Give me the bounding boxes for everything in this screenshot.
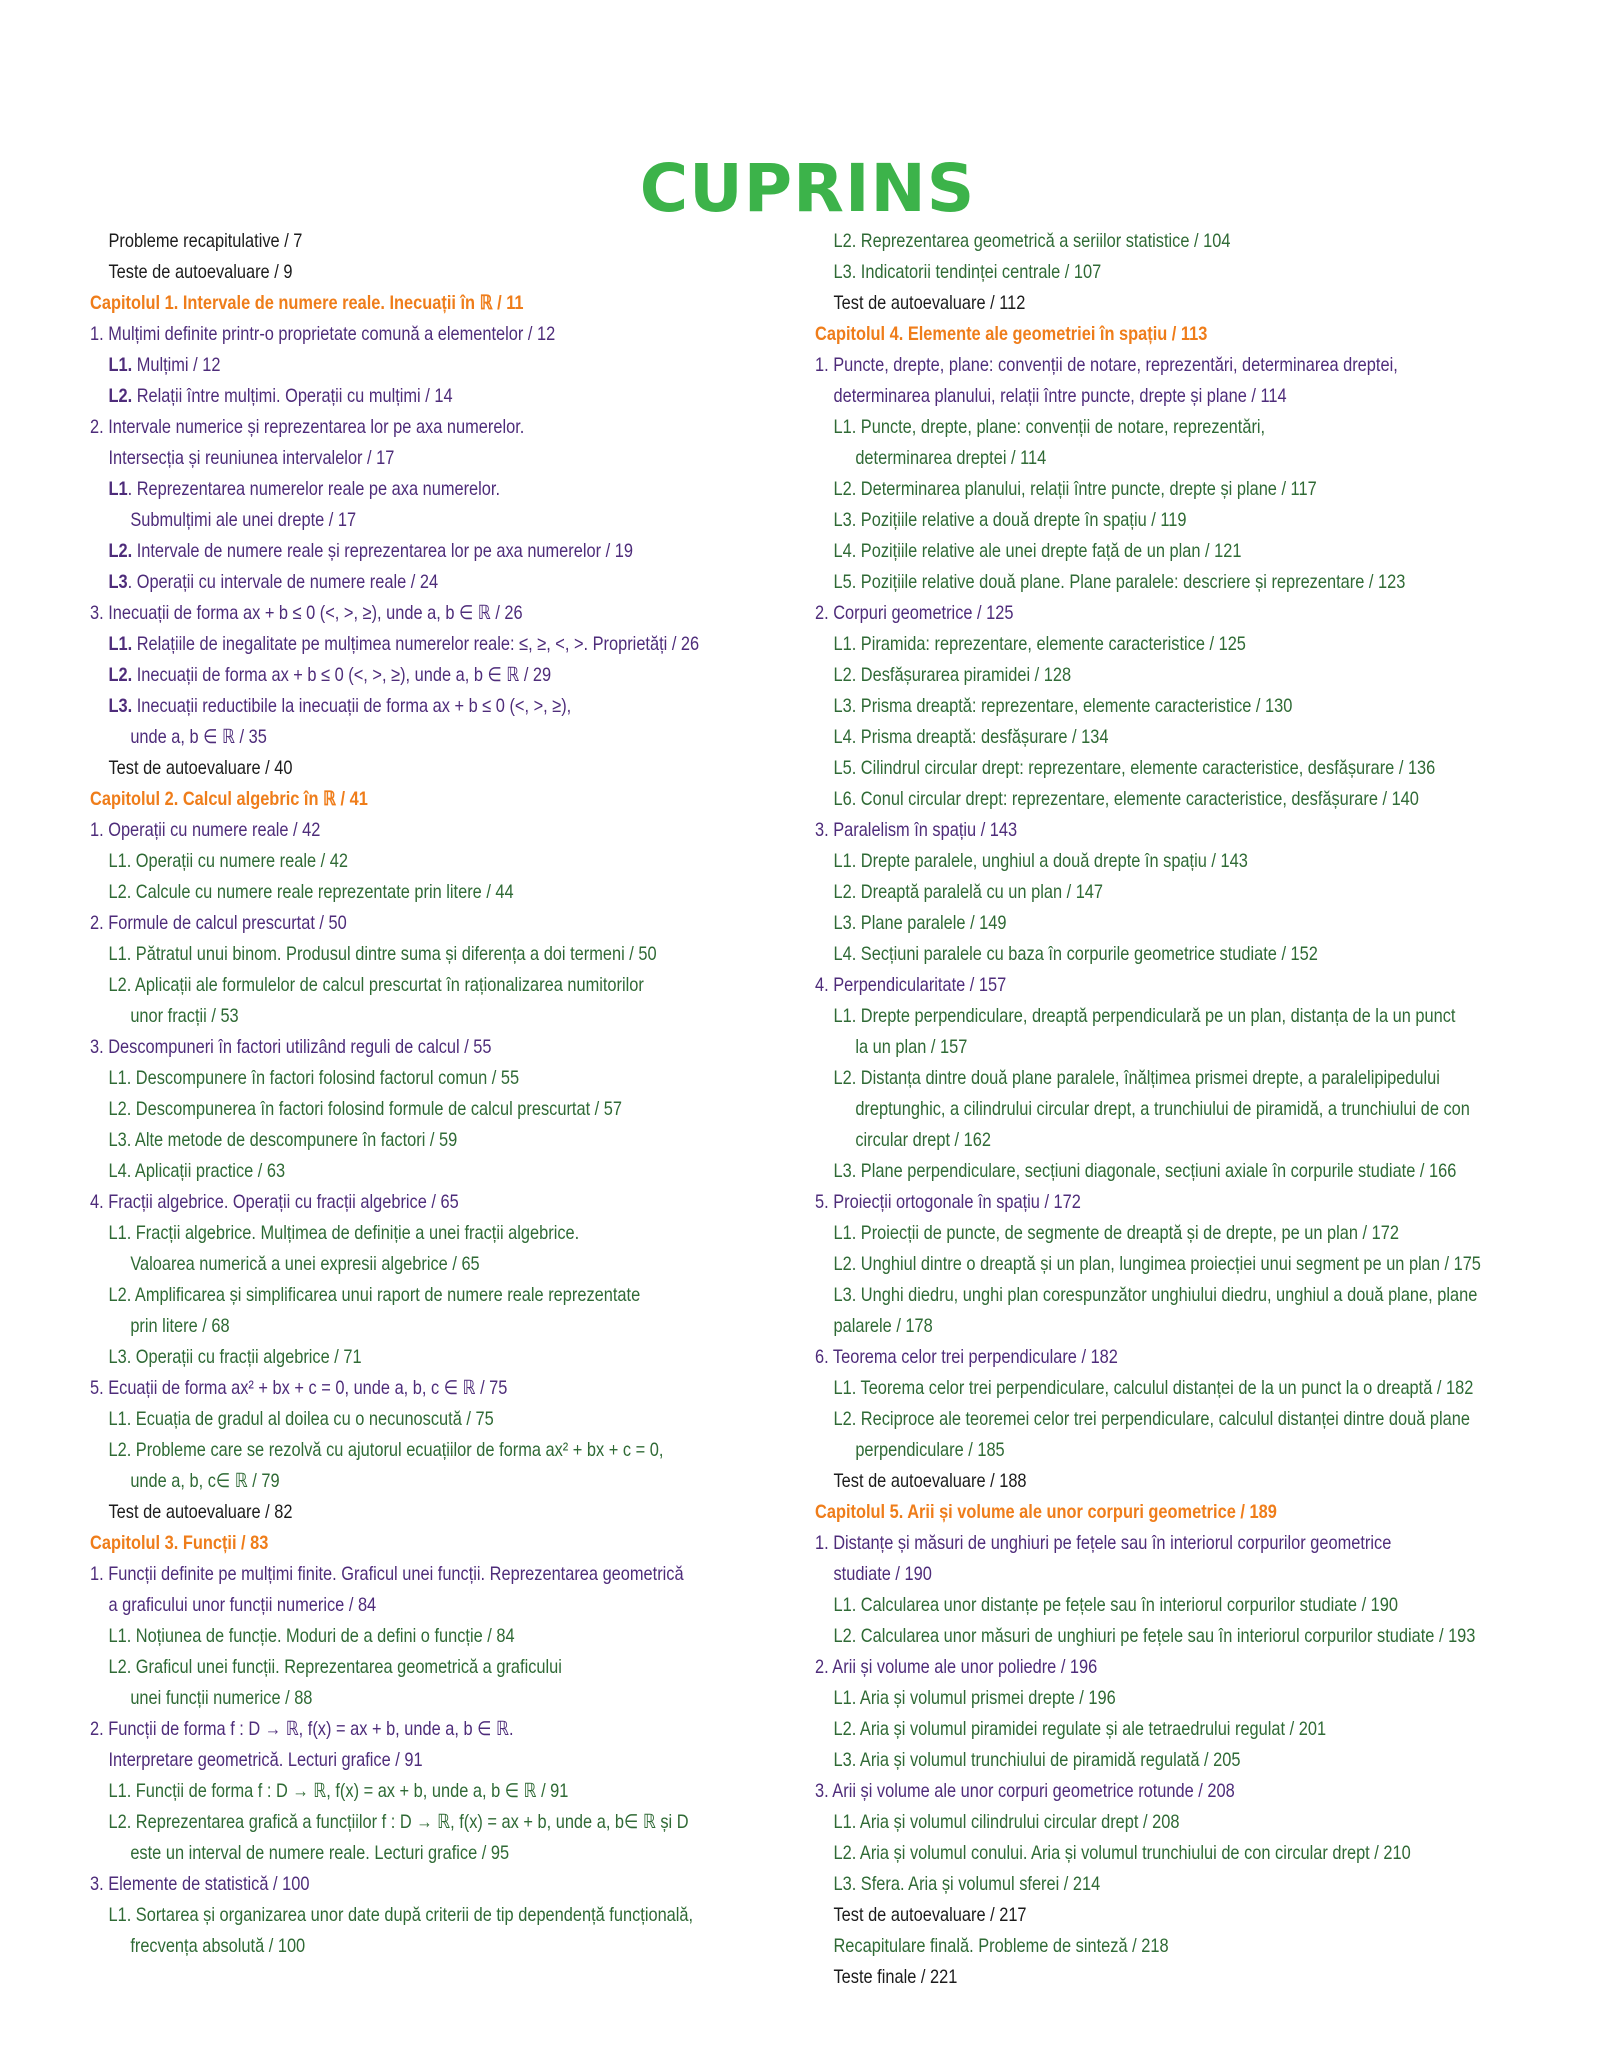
toc-entry — [815, 567, 1453, 598]
toc-entry — [815, 691, 1453, 722]
toc-entry — [815, 1931, 1453, 1962]
toc-entry-text: L2. Calcule cu numere reale reprezentate prin litere / 44 — [108, 881, 514, 903]
toc-entry-text: 1. Distanțe și măsuri de unghiuri pe fețele sau în interiorul corpurilor geometrice — [815, 1532, 1392, 1554]
toc-entry — [90, 567, 728, 598]
toc-entry — [90, 474, 728, 505]
page-title: CUPRINS — [639, 150, 976, 227]
toc-entry-text: 2. Intervale numerice și reprezentarea lor pe axa numerelor. — [90, 416, 525, 438]
toc-entry-text: L2. Probleme care se rezolvă cu ajutorul ecuațiilor de forma ax² + bx + c = 0, — [108, 1439, 664, 1461]
toc-entry-text: L2. Unghiul dintre o dreaptă și un plan, lungimea proiecției unui segment pe un plan / 175 — [833, 1253, 1481, 1275]
toc-entry-text: L1. Descompunere în factori folosind factorul comun / 55 — [108, 1067, 520, 1089]
toc-entry — [90, 1807, 728, 1838]
toc-entry — [815, 660, 1453, 691]
toc-entry — [815, 1404, 1470, 1435]
toc-entry-text: Capitolul 5. Arii și volume ale unor corpuri geometrice / 189 — [815, 1501, 1277, 1523]
toc-entry-text: L3. Indicatorii tendinței centrale / 107 — [833, 261, 1102, 283]
toc-entry — [90, 1559, 728, 1590]
toc-entry-text: L5. Cilindrul circular drept: reprezentare, elemente caracteristice, desfășurare / 136 — [833, 757, 1436, 779]
toc-entry-text: 3. Arii și volume ale unor corpuri geometrice rotunde / 208 — [815, 1780, 1235, 1802]
toc-entry-text: dreptunghic, a cilindrului circular drept, a trunchiului de piramidă, a trunchiului de con — [855, 1098, 1470, 1120]
toc-entry — [90, 226, 728, 257]
toc-entry — [815, 474, 1453, 505]
toc-lesson-number: L2. — [108, 540, 133, 562]
toc-entry — [90, 1621, 728, 1652]
toc-entry-text: L3. Plane paralele / 149 — [833, 912, 1007, 934]
toc-entry-text: L5. Pozițiile relative două plane. Plane paralele: descriere și reprezentare / 123 — [833, 571, 1406, 593]
toc-entry-text: prin litere / 68 — [130, 1315, 230, 1337]
toc-entry — [815, 1218, 1453, 1249]
toc-entry — [90, 505, 728, 536]
toc-entry-text: L2. Reciproce ale teoremei celor trei perpendiculare, calculul distanței dintre două plane — [833, 1408, 1470, 1430]
toc-entry-text: L1. Teorema celor trei perpendiculare, calculul distanței de la un punct la o dreaptă / 182 — [833, 1377, 1474, 1399]
toc-entry — [90, 1094, 728, 1125]
toc-entry-text: Valoarea numerică a unei expresii algebrice / 65 — [130, 1253, 480, 1275]
toc-entry-text: L2. Reprezentarea grafică a funcțiilor f : D → ℝ, f(x) = ax + b, unde a, b∈ ℝ și D — [108, 1811, 689, 1833]
toc-entry — [90, 1063, 728, 1094]
toc-entry-text: la un plan / 157 — [855, 1036, 968, 1058]
toc-entry-text: L4. Secțiuni paralele cu baza în corpurile geometrice studiate / 152 — [833, 943, 1318, 965]
toc-entry-text: L2. Aria și volumul piramidei regulate și ale tetraedrului regulat / 201 — [833, 1718, 1327, 1740]
toc-entry-text: L1. Calcularea unor distanțe pe fețele sau în interiorul corpurilor studiate / 190 — [833, 1594, 1399, 1616]
toc-entry-text: 4. Perpendicularitate / 157 — [815, 974, 1007, 996]
toc-entry-text: Teste finale / 221 — [833, 1966, 958, 1988]
toc-entry — [90, 1683, 728, 1714]
toc-entry — [90, 1869, 728, 1900]
toc-entry — [90, 908, 728, 939]
toc-entry — [815, 1776, 1453, 1807]
toc-entry-text: L1. Proiecții de puncte, de segmente de dreaptă și de drepte, pe un plan / 172 — [833, 1222, 1399, 1244]
toc-entry-text: L1. Drepte perpendiculare, dreaptă perpendiculară pe un plan, distanța de la un punct — [833, 1005, 1456, 1027]
toc-entry-text: Test de autoevaluare / 40 — [108, 757, 293, 779]
toc-entry — [90, 1435, 728, 1466]
toc-entry-text: . Operații cu intervale de numere reale / 24 — [127, 571, 439, 593]
toc-entry-text: Relațiile de inegalitate pe mulțimea numerelor reale: ≤, ≥, <, >. Proprietăți / 26 — [132, 633, 700, 655]
toc-entry-text: L2. Graficul unei funcții. Reprezentarea geometrică a graficului — [108, 1656, 562, 1678]
toc-entry — [815, 1807, 1453, 1838]
toc-entry — [90, 1652, 728, 1683]
toc-entry — [90, 1342, 728, 1373]
toc-entry — [815, 815, 1453, 846]
toc-entry — [90, 939, 728, 970]
toc-entry-text: Recapitulare finală. Probleme de sinteză / 218 — [833, 1935, 1169, 1957]
toc-entry — [815, 877, 1453, 908]
toc-chapter-heading — [90, 1528, 728, 1559]
toc-entry — [90, 1249, 728, 1280]
toc-entry — [90, 722, 728, 753]
toc-entry — [815, 598, 1453, 629]
toc-entry — [90, 1466, 728, 1497]
toc-entry — [90, 257, 728, 288]
toc-entry — [815, 412, 1453, 443]
toc-entry — [90, 412, 728, 443]
toc-entry-text: 6. Teorema celor trei perpendiculare / 182 — [815, 1346, 1118, 1368]
toc-entry — [90, 1311, 728, 1342]
toc-entry-text: Test de autoevaluare / 217 — [833, 1904, 1027, 1926]
toc-entry-text: 2. Corpuri geometrice / 125 — [815, 602, 1014, 624]
toc-entry-text: 1. Mulțimi definite printr-o proprietate comună a elementelor / 12 — [90, 323, 556, 345]
toc-entry-text: Test de autoevaluare / 112 — [833, 292, 1026, 314]
toc-lesson-number: L3 — [108, 571, 128, 593]
toc-entry — [815, 1342, 1453, 1373]
toc-entry-text: Interpretare geometrică. Lecturi grafice / 91 — [108, 1749, 423, 1771]
toc-entry-text: palarele / 178 — [833, 1315, 933, 1337]
toc-entry — [815, 908, 1453, 939]
toc-entry-text: Relații între mulțimi. Operații cu mulțimi / 14 — [132, 385, 453, 407]
toc-entry — [90, 536, 728, 567]
toc-entry-text: 5. Proiecții ortogonale în spațiu / 172 — [815, 1191, 1081, 1213]
toc-entry-text: L2. Aplicații ale formulelor de calcul prescurtat în raționalizarea numitorilor — [108, 974, 644, 996]
toc-entry-text: Capitolul 4. Elemente ale geometriei în spațiu / 113 — [815, 323, 1208, 345]
toc-entry — [90, 660, 728, 691]
toc-entry — [815, 1032, 1453, 1063]
toc-entry-text: L3. Unghi diedru, unghi plan corespunzător unghiului diedru, unghiul a două plane, plane — [833, 1284, 1478, 1306]
toc-entry-text: Test de autoevaluare / 82 — [108, 1501, 293, 1523]
toc-entry — [90, 1714, 728, 1745]
toc-entry — [90, 1156, 728, 1187]
toc-entry-text: L3. Pozițiile relative a două drepte în spațiu / 119 — [833, 509, 1187, 531]
toc-entry — [815, 505, 1453, 536]
toc-entry-text: L1. Operații cu numere reale / 42 — [108, 850, 348, 872]
toc-entry — [90, 598, 728, 629]
toc-entry — [815, 1683, 1453, 1714]
toc-entry — [90, 1404, 728, 1435]
toc-entry — [815, 1094, 1470, 1125]
toc-entry-text: . Reprezentarea numerelor reale pe axa numerelor. — [127, 478, 501, 500]
toc-entry — [815, 753, 1453, 784]
toc-entry-text: L2. Reprezentarea geometrică a seriilor statistice / 104 — [833, 230, 1231, 252]
toc-entry-text: L4. Aplicații practice / 63 — [108, 1160, 286, 1182]
toc-entry-text: 1. Funcții definite pe mulțimi finite. Graficul unei funcții. Reprezentarea geometrică — [90, 1563, 684, 1585]
toc-entry-text: studiate / 190 — [833, 1563, 932, 1585]
toc-entry — [90, 1373, 728, 1404]
toc-entry — [90, 1838, 728, 1869]
toc-entry — [815, 1249, 1481, 1280]
toc-entry — [90, 753, 728, 784]
toc-entry-text: L1. Aria și volumul cilindrului circular drept / 208 — [833, 1811, 1180, 1833]
toc-entry-text: L1. Piramida: reprezentare, elemente caracteristice / 125 — [833, 633, 1246, 655]
toc-entry-text: a graficului unor funcții numerice / 84 — [108, 1594, 377, 1616]
toc-entry — [90, 691, 728, 722]
toc-entry-text: Inecuații reductibile la inecuații de forma ax + b ≤ 0 (<, >, ≥), — [132, 695, 572, 717]
toc-entry-text: 5. Ecuații de forma ax² + bx + c = 0, unde a, b, c ∈ ℝ / 75 — [90, 1377, 508, 1399]
toc-entry-text: Intersecția și reuniunea intervalelor / 17 — [108, 447, 395, 469]
toc-chapter-heading — [815, 1497, 1453, 1528]
toc-entry — [90, 1745, 728, 1776]
toc-entry-text: 1. Puncte, drepte, plane: convenții de notare, reprezentări, determinarea dreptei, — [815, 354, 1398, 376]
toc-entry — [90, 970, 728, 1001]
toc-entry — [815, 381, 1453, 412]
toc-entry — [815, 1838, 1453, 1869]
toc-entry — [90, 1497, 728, 1528]
toc-entry — [815, 1373, 1474, 1404]
toc-entry-text: Intervale de numere reale și reprezentarea lor pe axa numerelor / 19 — [132, 540, 633, 562]
toc-entry — [815, 1125, 1453, 1156]
toc-entry-text: Test de autoevaluare / 188 — [833, 1470, 1027, 1492]
toc-entry — [815, 1714, 1453, 1745]
toc-entry — [90, 1280, 728, 1311]
toc-entry-text: L2. Calcularea unor măsuri de unghiuri pe fețele sau în interiorul corpurilor studiate / 193 — [833, 1625, 1476, 1647]
toc-entry-text: Capitolul 3. Funcții / 83 — [90, 1532, 269, 1554]
toc-entry — [815, 1869, 1453, 1900]
toc-entry-text: circular drept / 162 — [855, 1129, 991, 1151]
toc-entry — [815, 288, 1453, 319]
toc-entry — [90, 1931, 728, 1962]
toc-entry — [815, 939, 1453, 970]
toc-entry-text: frecvența absolută / 100 — [130, 1935, 306, 1957]
toc-entry — [815, 1621, 1476, 1652]
toc-entry-text: Probleme recapitulative / 7 — [108, 230, 303, 252]
toc-entry — [815, 1435, 1453, 1466]
toc-lesson-number: L1. — [108, 354, 133, 376]
toc-entry-text: L3. Alte metode de descompunere în factori / 59 — [108, 1129, 458, 1151]
toc-entry-text: determinarea planului, relații între puncte, drepte și plane / 114 — [833, 385, 1287, 407]
toc-entry-text: L2. Dreaptă paralelă cu un plan / 147 — [833, 881, 1104, 903]
toc-entry-text: L1. Sortarea și organizarea unor date după criterii de tip dependență funcțională, — [108, 1904, 694, 1926]
toc-entry — [815, 1528, 1453, 1559]
toc-entry-text: unde a, b, c∈ ℝ / 79 — [130, 1470, 280, 1492]
toc-entry — [815, 1745, 1453, 1776]
toc-entry-text: 2. Funcții de forma f : D → ℝ, f(x) = ax + b, unde a, b ∈ ℝ. — [90, 1718, 514, 1740]
toc-entry — [90, 319, 728, 350]
toc-entry-text: L1. Fracții algebrice. Mulțimea de definiție a unei fracții algebrice. — [108, 1222, 580, 1244]
toc-lesson-number: L1. — [108, 633, 133, 655]
toc-entry — [815, 1280, 1478, 1311]
toc-entry-text: Capitolul 2. Calcul algebric în ℝ / 41 — [90, 788, 368, 810]
toc-entry — [815, 1063, 1453, 1094]
toc-entry — [90, 1001, 728, 1032]
toc-entry — [90, 1590, 728, 1621]
toc-entry-text: L1. Noțiunea de funcție. Moduri de a defini o funcție / 84 — [108, 1625, 515, 1647]
toc-entry-text: L1. Ecuația de gradul al doilea cu o necunoscută / 75 — [108, 1408, 494, 1430]
toc-entry-text: 3. Inecuații de forma ax + b ≤ 0 (<, >, ≥), unde a, b ∈ ℝ / 26 — [90, 602, 523, 624]
toc-entry-text: 3. Paralelism în spațiu / 143 — [815, 819, 1018, 841]
toc-entry — [815, 1187, 1453, 1218]
toc-entry — [90, 1776, 728, 1807]
toc-entry-text: L1. Drepte paralele, unghiul a două drepte în spațiu / 143 — [833, 850, 1248, 872]
toc-entry — [815, 784, 1453, 815]
toc-entry — [815, 1559, 1453, 1590]
toc-entry-text: 4. Fracții algebrice. Operații cu fracții algebrice / 65 — [90, 1191, 459, 1213]
toc-entry-text: L3. Prisma dreaptă: reprezentare, elemente caracteristice / 130 — [833, 695, 1293, 717]
toc-entry-text: determinarea dreptei / 114 — [855, 447, 1047, 469]
toc-entry — [815, 226, 1453, 257]
toc-entry — [90, 877, 728, 908]
toc-lesson-number: L1 — [108, 478, 128, 500]
toc-entry-text: Submulțimi ale unei drepte / 17 — [130, 509, 357, 531]
toc-entry-text: L6. Conul circular drept: reprezentare, elemente caracteristice, desfășurare / 140 — [833, 788, 1419, 810]
toc-entry — [815, 443, 1453, 474]
toc-entry-text: Capitolul 1. Intervale de numere reale. Inecuații în ℝ / 11 — [90, 292, 524, 314]
toc-entry-text: L2. Descompunerea în factori folosind formule de calcul prescurtat / 57 — [108, 1098, 622, 1120]
toc-entry — [815, 1900, 1453, 1931]
toc-entry-text: L4. Prisma dreaptă: desfășurare / 134 — [833, 726, 1109, 748]
toc-entry-text: 2. Formule de calcul prescurtat / 50 — [90, 912, 347, 934]
toc-entry-text: Inecuații de forma ax + b ≤ 0 (<, >, ≥), unde a, b ∈ ℝ / 29 — [132, 664, 552, 686]
toc-entry — [90, 1187, 728, 1218]
toc-entry-text: L3. Plane perpendiculare, secțiuni diagonale, secțiuni axiale în corpurile studiate / 166 — [833, 1160, 1457, 1182]
toc-entry-text: L2. Amplificarea și simplificarea unui raport de numere reale reprezentate — [108, 1284, 641, 1306]
toc-entry-text: 3. Descompuneri în factori utilizând reguli de calcul / 55 — [90, 1036, 492, 1058]
toc-entry-text: L2. Distanța dintre două plane paralele, înălțimea prismei drepte, a paralelipipedului — [833, 1067, 1440, 1089]
toc-entry-text: unde a, b ∈ ℝ / 35 — [130, 726, 267, 748]
toc-entry — [90, 1218, 728, 1249]
toc-lesson-number: L3. — [108, 695, 133, 717]
toc-entry-text: 2. Arii și volume ale unor poliedre / 196 — [815, 1656, 1098, 1678]
toc-entry-text: este un interval de numere reale. Lecturi grafice / 95 — [130, 1842, 510, 1864]
toc-entry-text: L1. Aria și volumul prismei drepte / 196 — [833, 1687, 1116, 1709]
toc-entry-text: L2. Desfășurarea piramidei / 128 — [833, 664, 1072, 686]
toc-entry — [815, 1590, 1453, 1621]
toc-entry-text: 1. Operații cu numere reale / 42 — [90, 819, 321, 841]
toc-entry-text: perpendiculare / 185 — [855, 1439, 1005, 1461]
toc-right-column — [815, 226, 1575, 1993]
toc-entry — [815, 536, 1453, 567]
toc-entry-text: L4. Pozițiile relative ale unei drepte față de un plan / 121 — [833, 540, 1242, 562]
toc-lesson-number: L2. — [108, 664, 133, 686]
toc-entry-text: Mulțimi / 12 — [132, 354, 221, 376]
toc-entry — [815, 722, 1453, 753]
toc-entry — [90, 381, 728, 412]
toc-entry — [90, 443, 728, 474]
toc-entry — [815, 1156, 1457, 1187]
toc-entry-text: L1. Pătratul unui binom. Produsul dintre suma și diferența a doi termeni / 50 — [108, 943, 657, 965]
toc-entry — [815, 1466, 1453, 1497]
toc-left-column — [90, 226, 850, 1962]
toc-chapter-heading — [90, 288, 728, 319]
toc-entry — [90, 815, 728, 846]
toc-entry — [815, 257, 1453, 288]
toc-entry — [815, 1962, 1453, 1993]
toc-entry — [90, 350, 728, 381]
toc-entry — [90, 1032, 728, 1063]
toc-chapter-heading — [90, 784, 728, 815]
toc-entry-text: L3. Sfera. Aria și volumul sferei / 214 — [833, 1873, 1101, 1895]
toc-entry-text: L1. Funcții de forma f : D → ℝ, f(x) = ax + b, unde a, b ∈ ℝ / 91 — [108, 1780, 569, 1802]
toc-entry — [815, 970, 1453, 1001]
toc-entry-text: L3. Operații cu fracții algebrice / 71 — [108, 1346, 362, 1368]
toc-entry-text: L3. Aria și volumul trunchiului de piramidă regulată / 205 — [833, 1749, 1241, 1771]
toc-entry — [815, 1311, 1453, 1342]
toc-entry — [90, 846, 728, 877]
toc-entry — [90, 629, 728, 660]
toc-chapter-heading — [815, 319, 1453, 350]
toc-entry — [815, 629, 1453, 660]
toc-entry — [815, 1001, 1456, 1032]
toc-entry — [815, 1652, 1453, 1683]
toc-entry — [90, 1900, 728, 1931]
toc-entry-text: L2. Determinarea planului, relații între puncte, drepte și plane / 117 — [833, 478, 1317, 500]
toc-entry-text: unor fracții / 53 — [130, 1005, 239, 1027]
toc-entry-text: L1. Puncte, drepte, plane: convenții de notare, reprezentări, — [833, 416, 1266, 438]
toc-entry — [90, 1125, 728, 1156]
toc-entry-text: L2. Aria și volumul conului. Aria și volumul trunchiului de con circular drept / 210 — [833, 1842, 1411, 1864]
toc-entry-text: unei funcții numerice / 88 — [130, 1687, 313, 1709]
toc-lesson-number: L2. — [108, 385, 133, 407]
toc-entry-text: 3. Elemente de statistică / 100 — [90, 1873, 310, 1895]
toc-entry-text: Teste de autoevaluare / 9 — [108, 261, 293, 283]
toc-entry — [815, 350, 1453, 381]
toc-entry — [815, 846, 1453, 877]
